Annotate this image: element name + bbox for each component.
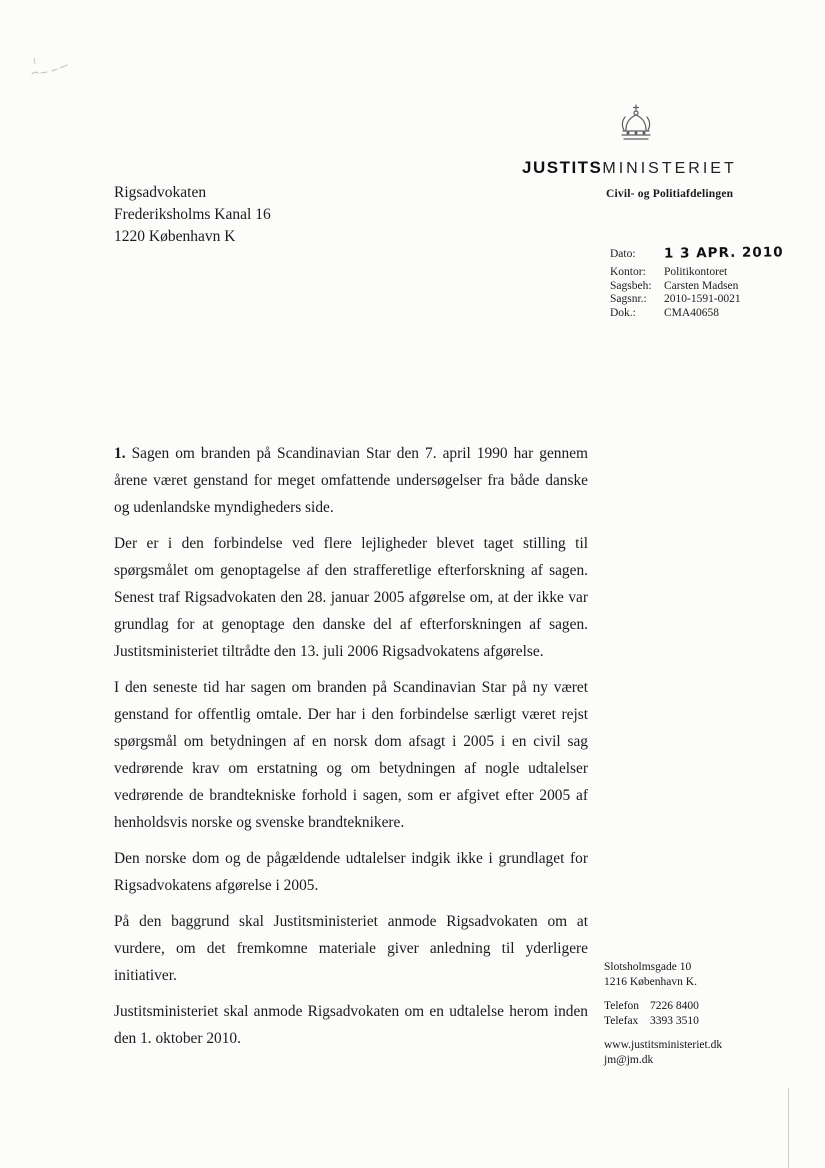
scan-artifact-mark — [26, 50, 76, 84]
office-label: Kontor: — [610, 266, 646, 278]
recipient-address — [114, 182, 271, 248]
recipient-name: Rigsadvokaten — [114, 184, 207, 201]
ministry-wordmark-light: MINISTERIET — [602, 160, 737, 177]
crown-logo-icon — [613, 102, 659, 146]
caseworker-value: Carsten Madsen — [664, 279, 739, 292]
fax-value: 3393 3510 — [650, 1015, 699, 1027]
ministry-website: www.justitsministeriet.dk — [604, 1039, 723, 1051]
ministry-phones — [604, 999, 722, 1029]
office-value: Politikontoret — [664, 266, 728, 278]
meta-row-date — [610, 244, 784, 266]
phone-row — [604, 999, 722, 1014]
paragraph-1 — [114, 440, 588, 521]
paragraph-1-text: Sagen om branden på Scandinavian Star den 7. april 1990 har gennem årene været genstand for meget omfattende undersøgelser fra både danske og udenlandske myndigheders side. — [114, 445, 588, 516]
scan-artifact-line — [788, 1088, 789, 1168]
date-label: Dato: — [610, 248, 636, 260]
paragraph-4: Den norske dom og de pågældende udtalelser indgik ikke i grundlaget for Rigsadvokatens afgørelse i 2005. — [114, 850, 588, 894]
ministry-address — [604, 960, 722, 990]
meta-row-document — [610, 307, 784, 321]
ministry-city: 1216 København K. — [604, 976, 697, 988]
meta-row-casenumber — [610, 293, 784, 307]
ministry-web — [604, 1038, 722, 1068]
casenumber-value: 2010-1591-0021 — [664, 293, 741, 305]
ministry-street: Slotsholmsgade 10 — [604, 961, 692, 973]
case-meta-block — [610, 244, 784, 320]
phone-value: 7226 8400 — [650, 1000, 699, 1012]
document-value: CMA40658 — [664, 306, 719, 319]
paragraph-2: Der er i den forbindelse ved flere lejligheder blevet taget stilling til spørgsmålet om genoptagelse af den strafferetlige efterforskning af sagen. Senest traf Rigsadvokaten den 28. januar 2005 afgørelse om, at der ikke var grundlag for at genoptage den danske del af efterforskningen af sagen. Justitsministeriet tiltrådte den 13. juli 2006 Rigsadvokatens afgørelse. — [114, 535, 588, 660]
paragraph-6: Justitsministeriet skal anmode Rigsadvokaten om en udtalelse herom inden den 1. oktober 2010. — [114, 1003, 588, 1047]
recipient-street: Frederiksholms Kanal 16 — [114, 206, 271, 223]
date-stamp: 1 3 APR. 2010 — [663, 244, 784, 262]
meta-row-caseworker — [610, 280, 784, 294]
ministry-wordmark-bold: JUSTITS — [522, 158, 603, 177]
casenumber-label: Sagsnr.: — [610, 293, 647, 305]
paragraph-5: På den baggrund skal Justitsministeriet anmode Rigsadvokaten om at vurdere, om det fremkomne materiale giver anledning til yderligere initiativer. — [114, 913, 588, 984]
caseworker-label: Sagsbeh: — [610, 279, 652, 292]
department-name: Civil- og Politiafdelingen — [606, 188, 734, 200]
document-label: Dok.: — [610, 306, 636, 319]
ministry-wordmark — [522, 158, 762, 178]
ministry-email: jm@jm.dk — [604, 1054, 654, 1066]
paragraph-1-number: 1. — [114, 445, 126, 462]
fax-row — [604, 1014, 722, 1029]
paragraph-3: I den seneste tid har sagen om branden på Scandinavian Star på ny været genstand for offentlig omtale. Der har i den forbindelse særligt været rejst spørgsmål om betydningen af en norsk dom afsagt i 2005 i en civil sag vedrørende krav om erstatning og om betydningen af nogle udtalelser vedrørende de brandtekniske forhold i sagen, som er afgivet efter 2005 af henholdsvis norske og svenske brandteknikere. — [114, 679, 588, 831]
meta-row-office — [610, 266, 784, 280]
recipient-city: 1220 København K — [114, 228, 236, 245]
letter-body — [114, 440, 588, 1061]
fax-label: Telefax — [604, 1015, 639, 1027]
phone-label: Telefon — [604, 1000, 639, 1012]
ministry-contact-block — [604, 960, 722, 1077]
